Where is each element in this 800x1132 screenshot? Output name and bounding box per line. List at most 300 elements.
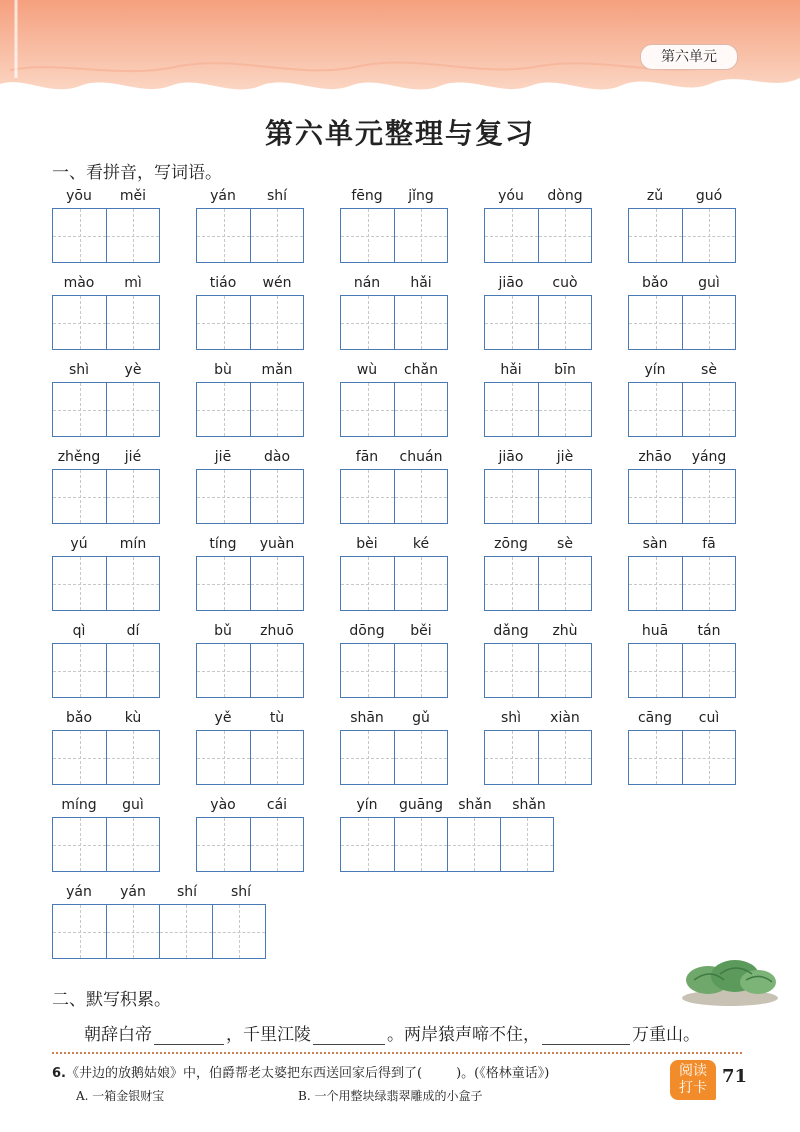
writing-cells (340, 295, 448, 350)
pinyin-syllable: fā (702, 536, 716, 552)
pinyin-row (340, 447, 448, 467)
pinyin-row (52, 447, 160, 467)
writing-cell[interactable] (250, 383, 303, 436)
pinyin-row (196, 447, 304, 467)
pinyin-row (52, 186, 160, 206)
writing-cell[interactable] (682, 644, 735, 697)
writing-cells (340, 208, 448, 263)
writing-cell[interactable] (538, 209, 591, 262)
dictation-part-4: 万重山。 (632, 1025, 700, 1045)
writing-cells (484, 382, 592, 437)
pinyin-syllable: jié (124, 449, 142, 465)
unit-tag: 第六单元 (640, 44, 738, 70)
writing-cell[interactable] (447, 818, 500, 871)
pinyin-row (484, 273, 592, 293)
pinyin-row (52, 360, 160, 380)
pinyin-syllable: chuán (399, 449, 443, 465)
pinyin-syllable: mǎn (261, 362, 293, 378)
pinyin-row (196, 795, 304, 815)
writing-cell[interactable] (629, 296, 682, 349)
pinyin-syllable: xiàn (550, 710, 580, 726)
writing-cells (196, 295, 304, 350)
writing-cell[interactable] (53, 557, 106, 610)
question-number: 6. (52, 1066, 66, 1081)
writing-cell[interactable] (106, 644, 159, 697)
word-item (340, 621, 448, 698)
writing-cell[interactable] (538, 644, 591, 697)
writing-cell[interactable] (197, 731, 250, 784)
writing-cell[interactable] (394, 731, 447, 784)
writing-cell[interactable] (629, 731, 682, 784)
writing-cells (196, 208, 304, 263)
writing-cells (196, 643, 304, 698)
writing-cell[interactable] (485, 731, 538, 784)
pinyin-syllable: yuàn (259, 536, 295, 552)
writing-cell[interactable] (197, 470, 250, 523)
pinyin-syllable: bīn (554, 362, 576, 378)
pinyin-syllable: dí (126, 623, 140, 639)
pinyin-syllable: yán (210, 188, 236, 204)
word-item (52, 447, 160, 524)
dictation-part-2: ，千里江陵 (226, 1025, 311, 1045)
section-2-heading: 二、默写积累。 (52, 990, 171, 1010)
writing-cells (340, 817, 554, 872)
writing-cell[interactable] (682, 296, 735, 349)
writing-cells (196, 382, 304, 437)
pinyin-syllable: guó (695, 188, 723, 204)
pinyin-syllable: hǎi (410, 275, 432, 291)
pinyin-syllable: zhuō (260, 623, 294, 639)
pinyin-syllable: gǔ (412, 710, 430, 726)
writing-cell[interactable] (682, 209, 735, 262)
pinyin-syllable: bǎo (65, 710, 93, 726)
pinyin-syllable: mì (124, 275, 142, 291)
writing-cell[interactable] (197, 296, 250, 349)
pinyin-syllable: bǎo (641, 275, 669, 291)
writing-cells (340, 382, 448, 437)
pinyin-syllable: míng (61, 797, 97, 813)
word-item (628, 360, 736, 437)
writing-cell[interactable] (485, 296, 538, 349)
pinyin-row (628, 360, 736, 380)
word-item (52, 534, 160, 611)
pinyin-syllable: fēng (351, 188, 383, 204)
writing-cell[interactable] (341, 557, 394, 610)
badge-line-1: 阅读 (679, 1063, 707, 1079)
word-item (196, 708, 304, 785)
dictation-part-3: 。两岸猿声啼不住， (387, 1025, 540, 1045)
writing-cells (484, 469, 592, 524)
writing-cells (340, 469, 448, 524)
pinyin-syllable: zhù (552, 623, 578, 639)
writing-cell[interactable] (394, 644, 447, 697)
word-item (340, 273, 448, 350)
word-item (484, 621, 592, 698)
word-item (196, 186, 304, 263)
writing-cell[interactable] (197, 383, 250, 436)
word-item (52, 360, 160, 437)
pinyin-syllable: yín (356, 797, 378, 813)
pinyin-row (340, 795, 556, 815)
word-item (628, 186, 736, 263)
dotted-divider (52, 1052, 742, 1054)
pinyin-syllable: jiē (214, 449, 232, 465)
word-item (52, 882, 268, 959)
writing-cell[interactable] (682, 383, 735, 436)
writing-cells (52, 295, 160, 350)
writing-cell[interactable] (159, 905, 212, 958)
writing-cell[interactable] (250, 731, 303, 784)
pinyin-syllable: mín (119, 536, 147, 552)
word-item (628, 708, 736, 785)
writing-cell[interactable] (682, 731, 735, 784)
pinyin-syllable: yōu (66, 188, 92, 204)
pinyin-row (484, 534, 592, 554)
writing-cell[interactable] (485, 470, 538, 523)
writing-cells (340, 556, 448, 611)
pinyin-syllable: dǎng (493, 623, 529, 639)
pinyin-row (340, 621, 448, 641)
pinyin-syllable: shǎn (458, 797, 492, 813)
dictation-blank-1[interactable] (154, 1024, 224, 1045)
pinyin-syllable: wén (262, 275, 292, 291)
pinyin-row (52, 273, 160, 293)
writing-cell[interactable] (629, 644, 682, 697)
pinyin-row (340, 360, 448, 380)
pinyin-syllable: yě (214, 710, 232, 726)
pinyin-syllable: bǔ (214, 623, 232, 639)
writing-cell[interactable] (53, 209, 106, 262)
word-item (196, 360, 304, 437)
word-item (196, 795, 304, 872)
writing-cells (196, 469, 304, 524)
pinyin-syllable: zǔ (646, 188, 664, 204)
option-a[interactable]: A. 一箱金银财宝 (76, 1089, 165, 1103)
pinyin-row (628, 186, 736, 206)
pinyin-syllable: dòng (547, 188, 583, 204)
word-item (484, 447, 592, 524)
pinyin-syllable: dōng (349, 623, 385, 639)
writing-cells (484, 208, 592, 263)
pinyin-row (484, 621, 592, 641)
writing-cell[interactable] (538, 383, 591, 436)
pinyin-syllable: shí (266, 188, 288, 204)
pinyin-syllable: shì (68, 362, 90, 378)
pinyin-syllable: zhěng (57, 449, 101, 465)
pinyin-syllable: bèi (356, 536, 378, 552)
reading-checkin-badge (670, 1060, 716, 1100)
writing-cells (52, 208, 160, 263)
pinyin-syllable: jiè (556, 449, 574, 465)
writing-cells (628, 295, 736, 350)
writing-cell[interactable] (106, 470, 159, 523)
pinyin-syllable: hǎi (500, 362, 522, 378)
writing-cells (52, 382, 160, 437)
pinyin-row (628, 708, 736, 728)
pinyin-syllable: ké (412, 536, 430, 552)
writing-cells (484, 295, 592, 350)
pinyin-row (484, 360, 592, 380)
pinyin-syllable: sè (701, 362, 717, 378)
pinyin-syllable: kù (124, 710, 142, 726)
writing-cell[interactable] (538, 557, 591, 610)
pinyin-syllable: yán (120, 884, 146, 900)
pinyin-row (340, 186, 448, 206)
dictation-line (84, 1020, 700, 1045)
pinyin-syllable: cāng (637, 710, 673, 726)
pinyin-syllable: wù (356, 362, 378, 378)
word-item (340, 186, 448, 263)
pinyin-syllable: yú (70, 536, 88, 552)
writing-cell[interactable] (341, 818, 394, 871)
writing-cell[interactable] (53, 644, 106, 697)
word-item (628, 534, 736, 611)
word-item (484, 534, 592, 611)
writing-cell[interactable] (53, 731, 106, 784)
pinyin-row (52, 621, 160, 641)
writing-cells (196, 817, 304, 872)
writing-cell[interactable] (197, 557, 250, 610)
word-item (484, 273, 592, 350)
writing-cell[interactable] (341, 383, 394, 436)
pinyin-row (340, 273, 448, 293)
writing-cells (52, 643, 160, 698)
writing-cell[interactable] (682, 557, 735, 610)
writing-cell[interactable] (341, 209, 394, 262)
writing-cell[interactable] (394, 818, 447, 871)
writing-cell[interactable] (197, 209, 250, 262)
writing-cells (340, 643, 448, 698)
pinyin-syllable: yào (210, 797, 236, 813)
writing-cell[interactable] (500, 818, 553, 871)
writing-cells (52, 904, 266, 959)
writing-cells (484, 643, 592, 698)
pinyin-syllable: shān (350, 710, 384, 726)
pinyin-row (196, 186, 304, 206)
pinyin-syllable: shǎn (512, 797, 546, 813)
writing-cells (628, 208, 736, 263)
word-item (628, 273, 736, 350)
writing-cells (52, 556, 160, 611)
pinyin-syllable: bù (214, 362, 232, 378)
writing-cell[interactable] (250, 644, 303, 697)
writing-cell[interactable] (106, 209, 159, 262)
pinyin-syllable: cuò (552, 275, 578, 291)
pinyin-row (196, 534, 304, 554)
writing-cell[interactable] (250, 296, 303, 349)
writing-cell[interactable] (53, 905, 106, 958)
writing-cell[interactable] (485, 383, 538, 436)
writing-cell[interactable] (250, 557, 303, 610)
writing-cell[interactable] (250, 818, 303, 871)
pinyin-syllable: chǎn (403, 362, 439, 378)
pinyin-syllable: mào (63, 275, 95, 291)
question-text-before: 《井边的放鹅姑娘》中，伯爵帮老太婆把东西送回家后得到了( (65, 1066, 423, 1081)
writing-cells (484, 556, 592, 611)
writing-cell[interactable] (250, 209, 303, 262)
pinyin-syllable: cái (266, 797, 288, 813)
writing-cell[interactable] (197, 644, 250, 697)
option-b[interactable]: B. 一个用整块绿翡翠雕成的小盒子 (298, 1089, 483, 1103)
writing-cell[interactable] (485, 557, 538, 610)
pinyin-syllable: běi (410, 623, 432, 639)
writing-cell[interactable] (629, 470, 682, 523)
writing-cell[interactable] (106, 731, 159, 784)
pinyin-syllable: jiāo (498, 275, 524, 291)
word-item (484, 186, 592, 263)
pinyin-syllable: tù (269, 710, 285, 726)
writing-cells (196, 730, 304, 785)
writing-cell[interactable] (629, 383, 682, 436)
word-item (196, 273, 304, 350)
word-item (52, 621, 160, 698)
pinyin-row (196, 621, 304, 641)
pinyin-syllable: guì (698, 275, 720, 291)
question-text-after: )。(《格林童话》) (456, 1066, 550, 1081)
pinyin-row (484, 708, 592, 728)
writing-cells (340, 730, 448, 785)
pinyin-syllable: shì (500, 710, 522, 726)
word-item (340, 447, 448, 524)
pinyin-syllable: yáng (691, 449, 727, 465)
word-item (340, 534, 448, 611)
writing-cells (52, 730, 160, 785)
pinyin-row (52, 534, 160, 554)
word-item (340, 795, 556, 872)
word-item (484, 360, 592, 437)
pinyin-syllable: jǐng (408, 188, 434, 204)
writing-cell[interactable] (538, 296, 591, 349)
badge-line-2: 打卡 (679, 1080, 707, 1096)
writing-cell[interactable] (629, 557, 682, 610)
pinyin-syllable: nán (353, 275, 381, 291)
writing-cells (628, 730, 736, 785)
writing-cell[interactable] (106, 557, 159, 610)
pinyin-row (628, 621, 736, 641)
writing-cells (484, 730, 592, 785)
pinyin-row (52, 708, 160, 728)
writing-cells (628, 556, 736, 611)
pinyin-row (628, 447, 736, 467)
pinyin-row (340, 534, 448, 554)
writing-cell[interactable] (212, 905, 265, 958)
pinyin-syllable: yóu (498, 188, 524, 204)
writing-cell[interactable] (341, 731, 394, 784)
page-title: 第六单元整理与复习 (264, 117, 535, 150)
pinyin-syllable: shí (176, 884, 198, 900)
pinyin-row (196, 360, 304, 380)
pinyin-syllable: shí (230, 884, 252, 900)
word-item (340, 708, 448, 785)
pinyin-row (484, 186, 592, 206)
pinyin-syllable: cuì (698, 710, 720, 726)
pinyin-syllable: jiāo (498, 449, 524, 465)
pinyin-row (196, 708, 304, 728)
word-item (52, 708, 160, 785)
writing-cell[interactable] (250, 470, 303, 523)
pinyin-syllable: fān (355, 449, 379, 465)
word-item (340, 360, 448, 437)
pinyin-row (628, 534, 736, 554)
writing-cells (196, 556, 304, 611)
writing-cell[interactable] (485, 209, 538, 262)
writing-cell[interactable] (538, 731, 591, 784)
pinyin-syllable: qì (72, 623, 86, 639)
word-item (196, 534, 304, 611)
pinyin-syllable: sè (557, 536, 573, 552)
writing-cells (52, 469, 160, 524)
writing-cell[interactable] (394, 470, 447, 523)
pinyin-row (52, 795, 160, 815)
writing-cell[interactable] (53, 383, 106, 436)
pinyin-syllable: guì (122, 797, 144, 813)
dictation-blank-3[interactable] (542, 1024, 630, 1045)
writing-cell[interactable] (106, 905, 159, 958)
pinyin-syllable: yín (644, 362, 666, 378)
question-6 (52, 1062, 549, 1081)
pinyin-syllable: měi (119, 188, 147, 204)
writing-cells (628, 382, 736, 437)
pinyin-syllable: tán (697, 623, 721, 639)
word-item (52, 795, 160, 872)
cabbage-illustration-icon (680, 950, 780, 1010)
word-item (196, 447, 304, 524)
word-item (196, 621, 304, 698)
writing-cell[interactable] (682, 470, 735, 523)
writing-cells (628, 469, 736, 524)
writing-cell[interactable] (394, 557, 447, 610)
writing-cell[interactable] (394, 383, 447, 436)
dictation-blank-2[interactable] (313, 1024, 385, 1045)
writing-cell[interactable] (53, 818, 106, 871)
pinyin-row (52, 882, 268, 902)
pinyin-syllable: sàn (642, 536, 668, 552)
writing-cell[interactable] (106, 818, 159, 871)
pinyin-syllable: huā (641, 623, 669, 639)
word-item (628, 447, 736, 524)
writing-cells (52, 817, 160, 872)
writing-cell[interactable] (485, 644, 538, 697)
section-1-heading: 一、看拼音，写词语。 (52, 163, 222, 183)
writing-cell[interactable] (394, 209, 447, 262)
writing-cell[interactable] (106, 383, 159, 436)
dictation-part-1: 朝辞白帝 (84, 1025, 152, 1045)
pinyin-syllable: zhāo (638, 449, 672, 465)
writing-cell[interactable] (106, 296, 159, 349)
writing-cell[interactable] (341, 296, 394, 349)
writing-cells (628, 643, 736, 698)
page-number: 71 (722, 1066, 748, 1087)
word-item (628, 621, 736, 698)
pinyin-syllable: tiáo (209, 275, 237, 291)
word-item (52, 186, 160, 263)
writing-cell[interactable] (197, 818, 250, 871)
writing-cell[interactable] (629, 209, 682, 262)
pinyin-row (484, 447, 592, 467)
pinyin-row (340, 708, 448, 728)
writing-cell[interactable] (53, 296, 106, 349)
writing-cell[interactable] (341, 470, 394, 523)
pinyin-syllable: guāng (398, 797, 444, 813)
word-item (52, 273, 160, 350)
pinyin-row (628, 273, 736, 293)
writing-cell[interactable] (53, 470, 106, 523)
writing-cell[interactable] (538, 470, 591, 523)
writing-cell[interactable] (394, 296, 447, 349)
writing-cell[interactable] (341, 644, 394, 697)
pinyin-row (196, 273, 304, 293)
pinyin-syllable: tíng (209, 536, 237, 552)
